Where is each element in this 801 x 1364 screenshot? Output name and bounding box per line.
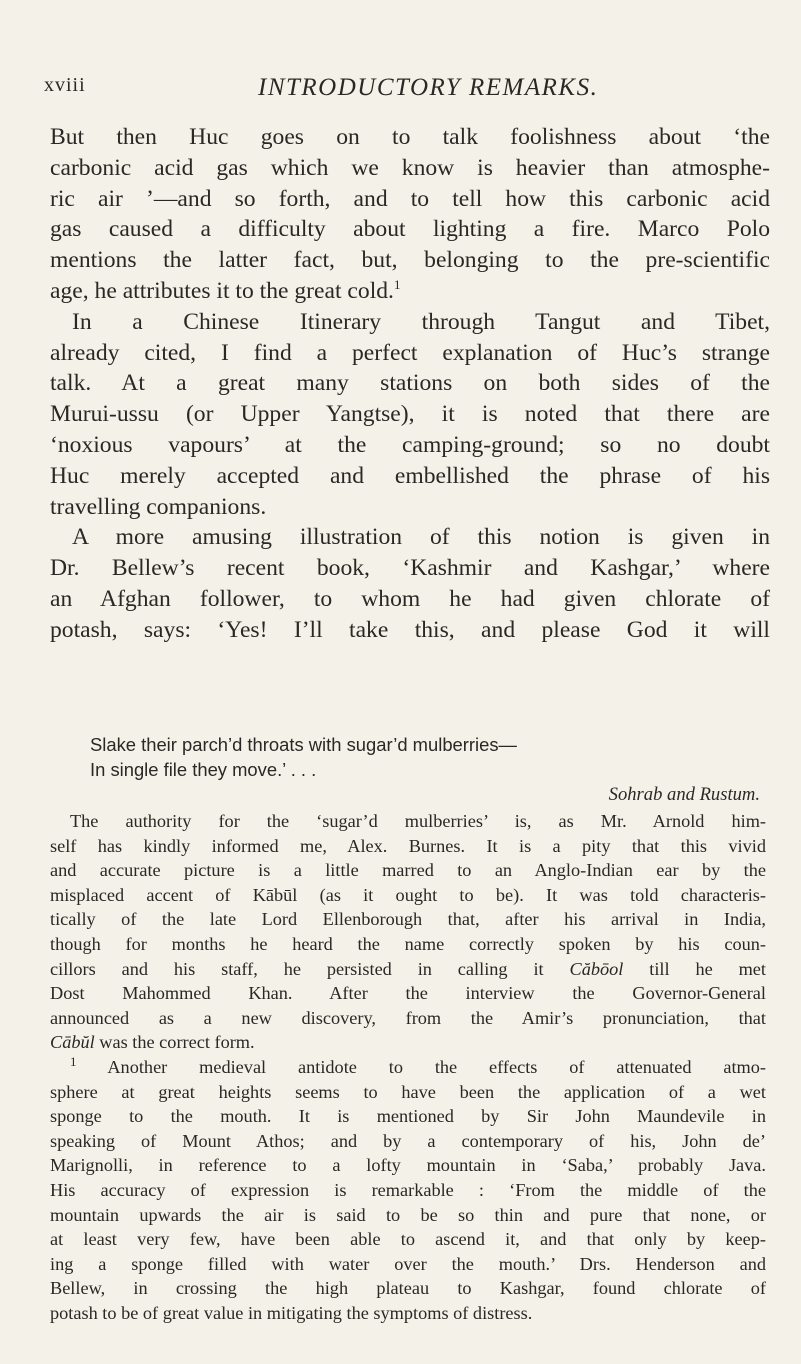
text-line: But then Huc goes on to talk foolishness about ‘the [50,124,770,150]
footnote-line: at least very few, have been able to ascend it, and that only by keep- [50,1229,766,1250]
text-line: Dr. Bellew’s recent book, ‘Kashmir and Kashgar,’ where [50,555,770,582]
text-line: ric air ’—and so forth, and to tell how this carbonic acid [50,185,770,212]
note-line: Dost Mahommed Khan. After the interview the Governor-General [50,983,766,1004]
text-line: In a Chinese Itinerary through Tangut and Tibet, [72,308,770,335]
note-line: misplaced accent of Kābūl (as it ought to be). It was told characteris- [50,884,766,905]
footnote-line: His accuracy of expression is remarkable : ‘From the middle of the [50,1179,766,1200]
note-line: and accurate picture is a little marred to an Anglo-Indian ear by the [50,860,766,881]
italic-word: Cābŭl [50,1032,95,1053]
footnote-line: sphere at great heights seems to have been the application of a wet [50,1081,766,1102]
text-line: A more amusing illustration of this notion is given in [72,524,770,551]
note-fragment: was the correct form. [99,1032,255,1053]
text-line: talk. At a great many stations on both sides of the [50,370,770,397]
note-fragment: Another medieval antidote to the effects of attenuated atmo- [107,1056,766,1077]
note-line [50,1030,766,1055]
italic-word: Căbōol [569,958,624,979]
note-line: announced as a new discovery, from the Amir’s pronunciation, that [50,1007,766,1028]
note-line [50,957,766,982]
footnote-line [50,1055,766,1080]
text-line: carbonic acid gas which we know is heavier than atmosphe- [50,154,770,181]
text-line: travelling companions. [50,493,267,520]
text-line: ‘noxious vapours’ at the camping-ground; so no doubt [50,431,770,458]
text-line: mentions the latter fact, but, belonging to the pre-scientific [50,247,770,274]
main-text [50,122,770,646]
text-line [50,276,770,307]
verse-source: Sohrab and Rustum. [608,784,760,805]
page-header [44,74,784,108]
note-line: though for months he heard the name correctly spoken by his coun- [50,933,766,954]
text-line: Murui-ussu (or Upper Yangtse), it is noted that there are [50,401,770,428]
footnote-line: mountain upwards the air is said to be so thin and pure that none, or [50,1204,766,1225]
verse-quotation [90,732,760,807]
note-line: The authority for the ‘sugar’d mulberries’ is, as Mr. Arnold him- [70,811,766,831]
text-line: gas caused a difficulty about lighting a fire. Marco Polo [50,216,770,243]
footnote-line: potash to be of great value in mitigating the symptoms of distress. [50,1302,533,1323]
verse-line: Slake their parch’d throats with sugar’d mulberries— [90,734,517,755]
page-number: xviii [44,74,86,96]
text-line: Huc merely accepted and embellished the phrase of his [50,462,770,489]
verse-line: In single file they move.’ . . . [90,759,317,780]
note-fragment: cillors and his staff, he persisted in calling it [50,958,544,979]
note-fragment: till he met [649,958,766,979]
note-line: tically of the late Lord Ellenborough that, after his arrival in India, [50,909,766,930]
footnote-line: Bellew, in crossing the high plateau to Kashgar, found chlorate of [50,1278,766,1299]
text-fragment: age, he attributes it to the great cold. [50,277,394,304]
text-line: already cited, I find a perfect explanation of Huc’s strange [50,339,770,366]
text-line: potash, says: ‘Yes! I’ll take this, and please God it will [50,616,770,643]
footnote-number: 1 [70,1053,77,1069]
footnote-line: ing a sponge filled with water over the mouth.’ Drs. Henderson and [50,1253,766,1274]
text-line: an Afghan follower, to whom he had given chlorate of [50,585,770,612]
notes-section [50,809,766,1325]
footnote-line: sponge to the mouth. It is mentioned by Sir John Maundevile in [50,1106,766,1127]
footnote-marker: 1 [393,277,401,293]
running-head: INTRODUCTORY REMARKS. [258,74,599,101]
note-line: self has kindly informed me, Alex. Burnes. It is a pity that this vivid [50,835,766,856]
footnote-line: speaking of Mount Athos; and by a contemporary of his, John de’ [50,1130,766,1151]
footnote-line: Marignolli, in reference to a lofty mountain in ‘Saba,’ probably Java. [50,1155,766,1176]
